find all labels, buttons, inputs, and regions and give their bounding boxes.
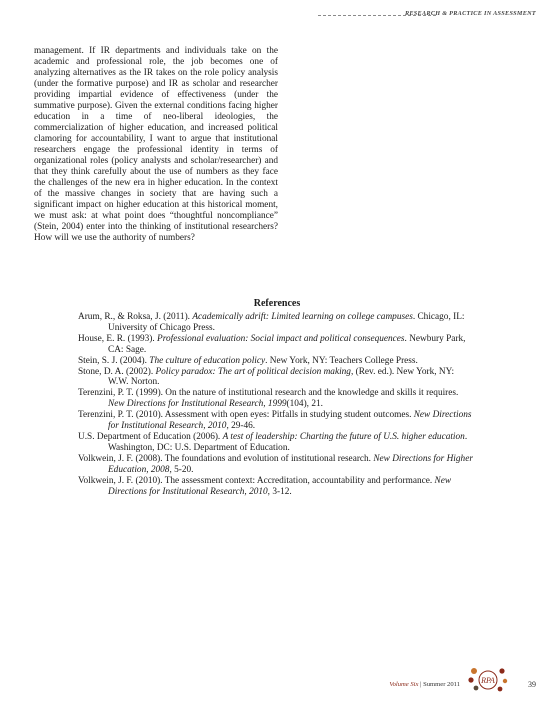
reference-text: Volkwein, J. F. (2010). The assessment context: Accreditation, accountability and performance. [78, 475, 435, 486]
reference-item [78, 410, 476, 432]
reference-title: New Directions for Institutional Research, 2010 [108, 475, 452, 497]
references-section [78, 298, 476, 497]
reference-title: New Directions for Higher Education, 2008 [108, 453, 473, 475]
reference-text: . Newbury Park, CA: Sage. [108, 333, 466, 355]
reference-text: . Chicago, IL: University of Chicago Press. [108, 312, 465, 333]
volume-label: Volume Six [389, 681, 419, 688]
reference-text: Stone, D. A. (2002). [78, 366, 156, 377]
reference-item [78, 454, 476, 476]
page-number: 39 [528, 680, 536, 689]
reference-text: House, E. R. (1993). [78, 333, 158, 344]
reference-text: Terenzini, P. T. (1999). On the nature of institutional research and the knowledge and skills it requires. [78, 388, 459, 399]
reference-title: The culture of education policy [149, 355, 266, 366]
issue-info [389, 681, 460, 688]
reference-item [78, 334, 476, 356]
reference-text: , 5-20. [169, 464, 194, 475]
reference-list [78, 312, 476, 497]
reference-text: . New York, NY: Teachers College Press. [265, 355, 418, 366]
svg-text:RPA: RPA [481, 676, 495, 685]
reference-title: Academically adrift: Limited learning on college campuses [192, 312, 413, 322]
reference-item [78, 388, 476, 410]
page-footer [296, 665, 536, 695]
body-column [34, 46, 278, 244]
reference-item [78, 312, 476, 334]
reference-text: , 3-12. [267, 486, 292, 497]
reference-text: Terenzini, P. T. (2010). Assessment with open eyes: Pitfalls in studying student outcomes. [78, 410, 414, 421]
reference-title: New Directions for Institutional Research, 2010 [108, 410, 472, 432]
reference-item [78, 367, 476, 389]
reference-text: U.S. Department of Education (2006). [78, 431, 223, 442]
reference-text: Arum, R., & Roksa, J. (2011). [78, 312, 193, 322]
reference-item [78, 476, 476, 498]
reference-title: Professional evaluation: Social impact and political consequences [157, 333, 405, 344]
reference-text: . Washington, DC: U.S. Department of Education. [108, 431, 468, 453]
reference-title: Policy paradox: The art of political decision making [155, 366, 351, 377]
reference-text: Stein, S. J. (2004). [78, 355, 150, 366]
reference-text: Volkwein, J. F. (2008). The foundations and evolution of institutional research. [78, 453, 374, 464]
rpa-logo-icon [466, 665, 510, 695]
reference-title: New Directions for Institutional Research, 1999 [108, 399, 287, 410]
references-heading: References [253, 298, 301, 309]
reference-title: A test of leadership: Charting the future of U.S. higher education [222, 431, 465, 442]
reference-text: , (Rev. ed.). New York, NY: W.W. Norton. [108, 366, 455, 388]
reference-item [78, 356, 476, 367]
body-paragraph: management. If IR departments and individuals take on the academic and professional role, the job becomes one of analyzing alternatives as the IR takes on the role policy analysis (under the formative purpose) and IR as scholar and researcher providing impartial evidence of effectiveness (under the summative purpose). Given the external conditions facing higher education in a time of neo-liberal ideologies, the commercialization of higher education, and increased political clamoring for accountability, I want to argue that institutional researchers engage the professional identity in terms of organizational roles (policy analysts and scholar/researcher) and that they think carefully about the use of numbers as they face the challenges of the new era in higher education. In the context of the massive changes in society that are having such a significant impact on higher education at this historical moment, we must ask: at what point does “thoughtful noncompliance” (Stein, 2004) enter into the thinking of institutional researchers? How will we use the authority of numbers? [34, 46, 278, 243]
reference-text: , 29-46. [226, 421, 256, 432]
issue-date: Summer 2011 [423, 681, 460, 688]
reference-text: (104), 21. [286, 399, 323, 410]
running-header [318, 8, 536, 22]
reference-item [78, 432, 476, 454]
issue-separator: | [418, 681, 424, 688]
running-title: RESEARCH & PRACTICE IN ASSESSMENT [404, 10, 536, 17]
